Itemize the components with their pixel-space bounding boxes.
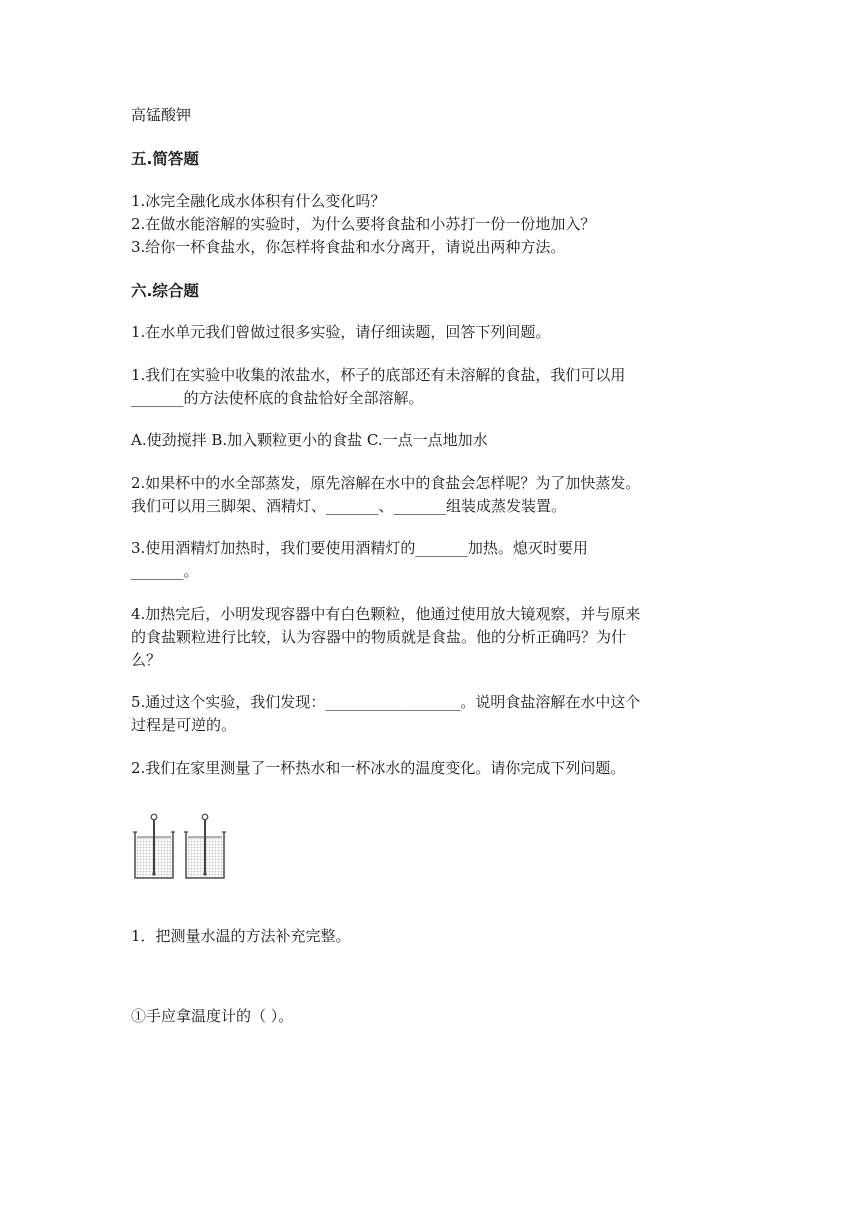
question-text: 1.在水单元我们曾做过很多实验，请仔细读题，回答下列间题。 [131, 323, 551, 341]
question-text: 3.给你一杯食盐水，你怎样将食盐和水分离开，请说出两种方法。 [131, 238, 566, 256]
question-text: _______的方法使杯底的食盐恰好全部溶解。 [131, 389, 424, 407]
question-text: 2.我们在家里测量了一杯热水和一杯冰水的温度变化。请你完成下列问题。 [131, 759, 626, 777]
question-text: 1.冰完全融化成水体积有什么变化吗？ [131, 192, 386, 210]
question-text: 2.在做水能溶解的实验时，为什么要将食盐和小苏打一份一份地加入？ [131, 215, 596, 233]
beaker-left [133, 814, 175, 878]
beakers-thermometers-image [131, 808, 231, 882]
question-text: _______。 [131, 562, 199, 580]
question-text: 5.通过这个实验，我们发现：__________________。说明食盐溶解在水中这个 [131, 693, 641, 711]
question-text: 1．把测量水温的方法补充完整。 [131, 927, 351, 945]
question-text: 3.使用酒精灯加热时，我们要使用酒精灯的_______加热。熄灭时要用 [131, 539, 588, 557]
section-heading-comprehensive: 六.综合题 [131, 282, 199, 300]
section-heading-short-answer: 五.简答题 [131, 150, 199, 168]
question-text: 过程是可逆的。 [131, 716, 237, 734]
question-text: 1.我们在实验中收集的浓盐水，杯子的底部还有未溶解的食盐，我们可以用 [131, 366, 626, 384]
beaker-right [184, 814, 226, 878]
question-text: 2.如果杯中的水全部蒸发，原先溶解在水中的食盐会怎样呢？为了加快蒸发。 [131, 474, 641, 492]
question-text: 么？ [131, 651, 162, 669]
question-text: 我们可以用三脚架、酒精灯、_______、_______组装成蒸发装置。 [131, 497, 567, 515]
question-text: 4.加热完后，小明发现容器中有白色颗粒，他通过使用放大镜观察，并与原来 [131, 605, 641, 623]
question-text: ①手应拿温度计的（ ）。 [131, 1007, 294, 1025]
answer-text-potassium-permanganate: 高锰酸钾 [131, 106, 192, 124]
choice-options: A.使劲搅拌 B.加入颗粒更小的食盐 C.一点一点地加水 [131, 431, 488, 449]
question-text: 的食盐颗粒进行比较，认为容器中的物质就是食盐。他的分析正确吗？为什 [131, 628, 627, 646]
beakers-thermometers-figure [131, 808, 231, 882]
